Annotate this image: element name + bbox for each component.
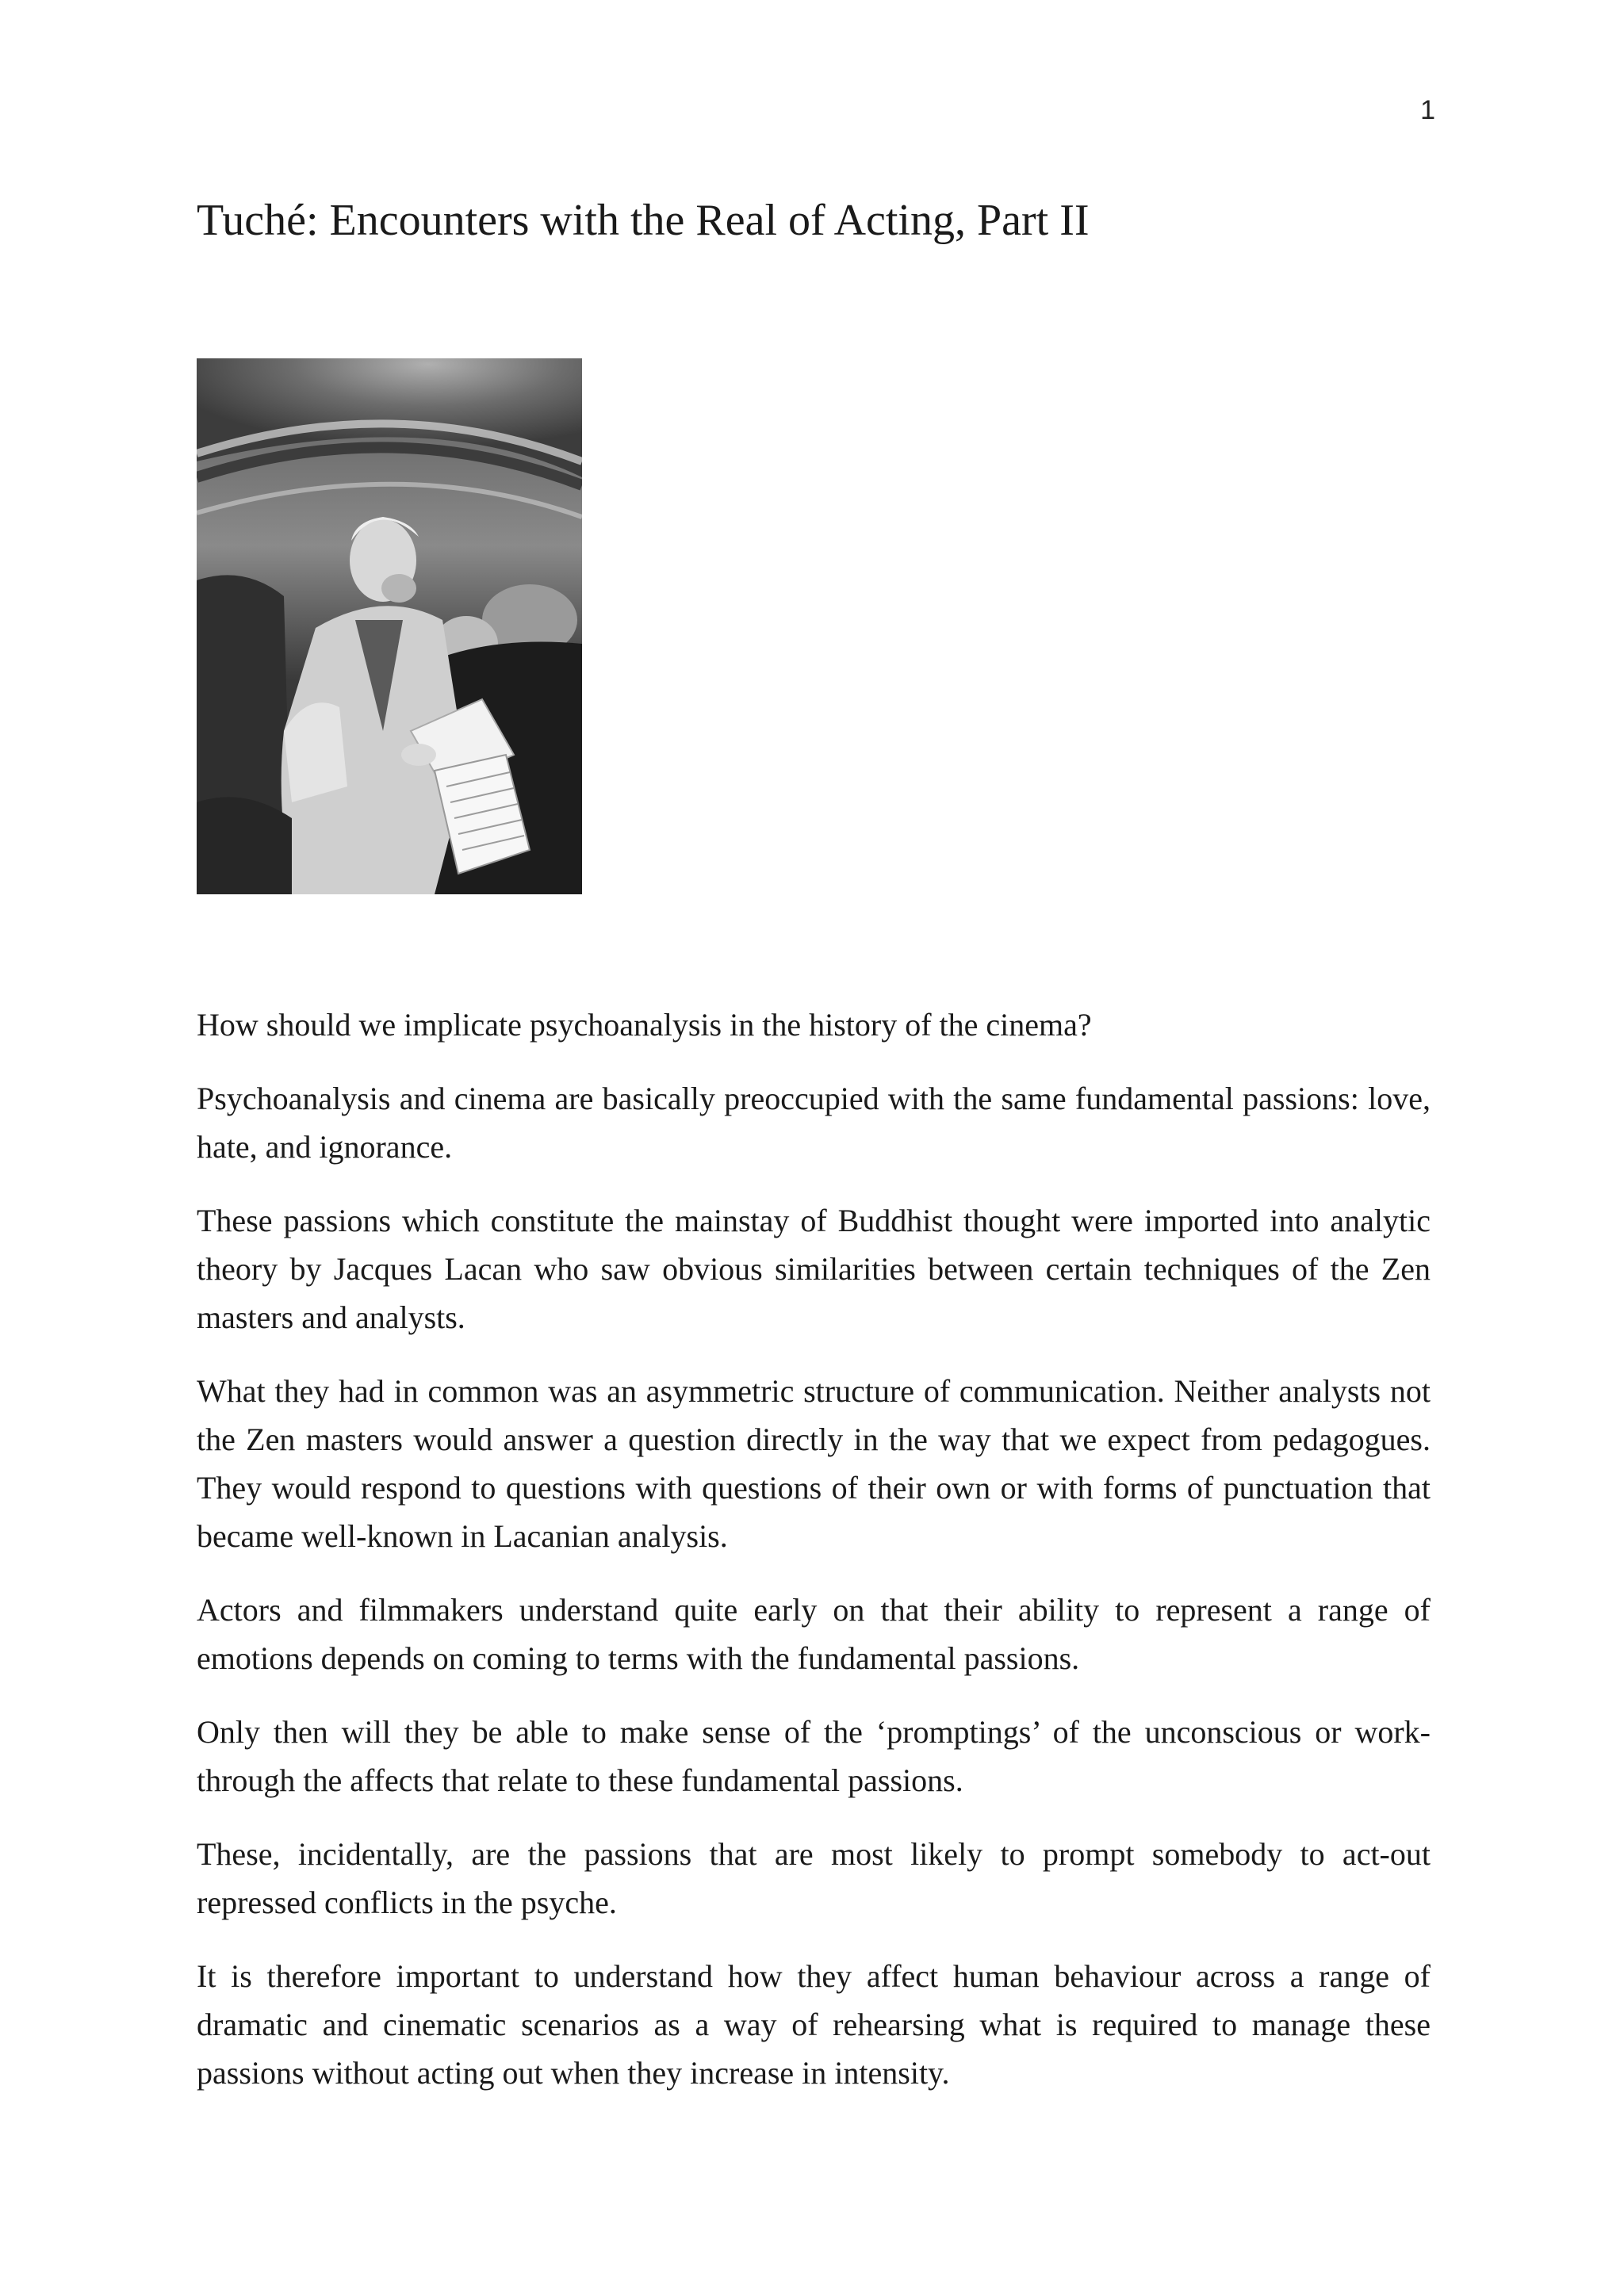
paragraph: It is therefore important to understand how they affect human behaviour across a range of dramatic and cinematic scenarios as a way of rehearsing what is required to manage these passions without acting out when they increase in intensity. (197, 1958, 1431, 2091)
paragraph: Only then will they be able to make sense of the ‘promptings’ of the unconscious or work-through the affects that relate to these fundamental passions. (197, 1714, 1431, 1798)
photo-illustration-icon (197, 358, 582, 894)
paragraph: Psychoanalysis and cinema are basically preoccupied with the same fundamental passions: love, hate, and ignorance. (197, 1081, 1431, 1165)
paragraph: Actors and filmmakers understand quite early on that their ability to represent a range of emotions depends on coming to terms with the fundamental passions. (197, 1592, 1431, 1676)
photo-man-reading-papers (197, 358, 582, 894)
body-text (197, 1001, 1431, 2122)
paragraph: How should we implicate psychoanalysis in the history of the cinema? (197, 1007, 1092, 1043)
paragraph: What they had in common was an asymmetric structure of communication. Neither analysts not the Zen masters would answer a question directly in the way that we expect from pedagogues. They would respond to questions with questions of their own or with forms of punctuation that became well-known in Lacanian analysis. (197, 1373, 1431, 1554)
document-title: Tuché: Encounters with the Real of Acting, Part II (197, 196, 1090, 245)
paragraph: These passions which constitute the mainstay of Buddhist thought were imported into analytic theory by Jacques Lacan who saw obvious similarities between certain techniques of the Zen masters and analysts. (197, 1203, 1431, 1335)
paragraph: These, incidentally, are the passions that are most likely to prompt somebody to act-out repressed conflicts in the psyche. (197, 1836, 1431, 1920)
page-number: 1 (1420, 95, 1435, 125)
